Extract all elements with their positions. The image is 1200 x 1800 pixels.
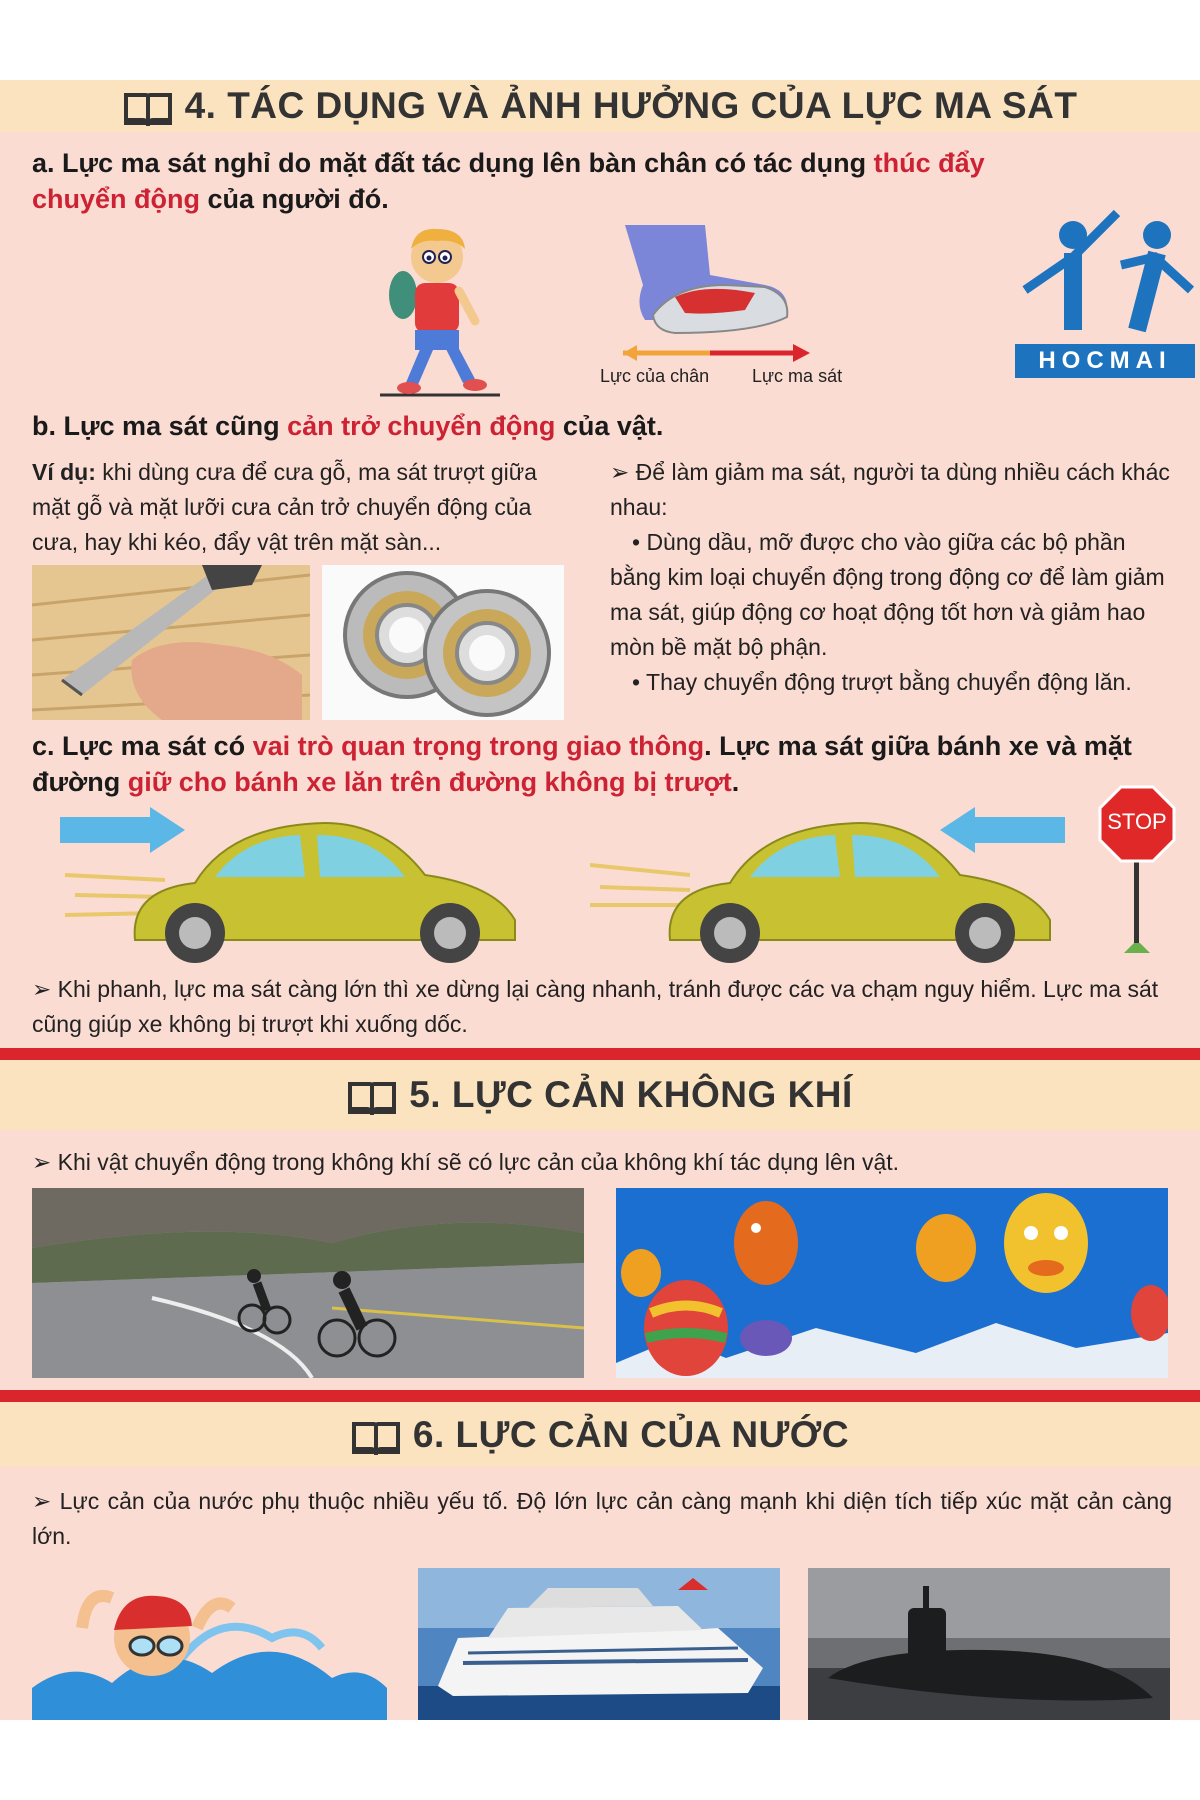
stop-sign-text: STOP bbox=[1107, 809, 1167, 834]
friction-force-label: Lực ma sát bbox=[752, 366, 843, 386]
highlight-4a: thúc đẩy chuyển động bbox=[32, 148, 985, 214]
section-4c-text bbox=[32, 728, 1172, 800]
text-4c-part3: . bbox=[731, 767, 740, 797]
book-icon bbox=[123, 90, 173, 126]
section-6-title: 6. LỰC CẢN CỦA NƯỚC bbox=[412, 1413, 850, 1455]
highlight-4c-2: giữ cho bánh xe lăn trên đường không bị trượt bbox=[127, 767, 732, 797]
ball-bearing-photo bbox=[322, 565, 564, 720]
section-5-header bbox=[0, 1060, 1200, 1130]
water-resistance-text: ➢ Lực cản của nước phụ thuộc nhiều yếu tố. Độ lớn lực cản càng mạnh khi diện tích tiếp xúc mặt cản càng lớn. bbox=[32, 1488, 1172, 1549]
highlight-4c-1: vai trò quan trọng trong giao thông bbox=[252, 731, 705, 761]
section-6-header bbox=[0, 1402, 1200, 1467]
book-icon bbox=[351, 1419, 401, 1455]
section-4b-text bbox=[32, 408, 932, 444]
submarine-photo bbox=[808, 1568, 1170, 1720]
brake-note: ➢ Khi phanh, lực ma sát càng lớn thì xe dừng lại càng nhanh, tránh được các va chạm nguy hiểm. Lực ma sát cũng giúp xe không bị trượt khi xuống dốc. bbox=[32, 976, 1159, 1037]
text-4b-part1: b. Lực ma sát cũng bbox=[32, 411, 288, 441]
foot-force-label: Lực của chân bbox=[600, 366, 710, 386]
foot-friction-illustration bbox=[615, 225, 825, 365]
section-4-title: 4. TÁC DỤNG VÀ ẢNH HƯỞNG CỦA LỰC MA SÁT bbox=[184, 85, 1078, 126]
section-4-header bbox=[0, 80, 1200, 132]
car-accelerating-illustration bbox=[55, 805, 535, 965]
reduce-friction-bullet-2: • Thay chuyển động trượt bằng chuyển động lăn. bbox=[632, 669, 1132, 695]
highlight-4b: cản trở chuyển động bbox=[287, 411, 556, 441]
section-divider bbox=[0, 1048, 1200, 1060]
saw-wood-photo bbox=[32, 565, 310, 720]
reduce-friction-bullet-1: • Dùng dầu, mỡ được cho vào giữa các bộ phần bằng kim loại chuyển động trong động cơ để làm giảm ma sát, giúp động cơ hoạt động tốt hơn và giảm hao mòn bề mặt bộ phận. bbox=[610, 529, 1165, 660]
stop-sign bbox=[1098, 785, 1176, 955]
reduce-friction-intro: ➢ Để làm giảm ma sát, người ta dùng nhiều cách khác nhau: bbox=[610, 459, 1170, 520]
text-4c-part2: . Lực ma sát giữa bánh xe và mặt đường bbox=[32, 731, 1132, 797]
text-4a-part2: của người đó. bbox=[200, 184, 389, 214]
text-4a-part1: a. Lực ma sát nghỉ do mặt đất tác dụng lên bàn chân có tác dụng bbox=[32, 148, 874, 178]
example-label: Ví dụ: bbox=[32, 459, 96, 485]
swimmer-illustration bbox=[32, 1568, 387, 1720]
section-5-title: 5. LỰC CẢN KHÔNG KHÍ bbox=[409, 1074, 853, 1115]
section-divider bbox=[0, 1390, 1200, 1402]
saw-example-text bbox=[32, 455, 572, 560]
text-4c-part1: c. Lực ma sát có bbox=[32, 731, 253, 761]
cruise-ship-photo bbox=[418, 1568, 780, 1720]
book-icon bbox=[347, 1079, 397, 1115]
example-body: khi dùng cưa để cưa gỗ, ma sát trượt giữa mặt gỗ và mặt lưỡi cưa cản trở chuyển động của cưa, hay khi kéo, đẩy vật trên mặt sàn... bbox=[32, 459, 537, 555]
section-4a-text bbox=[32, 145, 1032, 217]
hocmai-figures-icon bbox=[1015, 205, 1195, 335]
car-braking-illustration bbox=[590, 805, 1070, 965]
text-4b-part2: của vật. bbox=[555, 411, 664, 441]
walking-boy-illustration bbox=[375, 225, 505, 400]
cyclists-photo bbox=[32, 1188, 584, 1378]
hot-air-balloons-photo bbox=[616, 1188, 1168, 1378]
hocmai-logo bbox=[1015, 205, 1195, 380]
hocmai-logo-text: HOCMAI bbox=[1015, 344, 1195, 378]
air-resistance-text: ➢ Khi vật chuyển động trong không khí sẽ có lực cản của không khí tác dụng lên vật. bbox=[32, 1149, 900, 1175]
